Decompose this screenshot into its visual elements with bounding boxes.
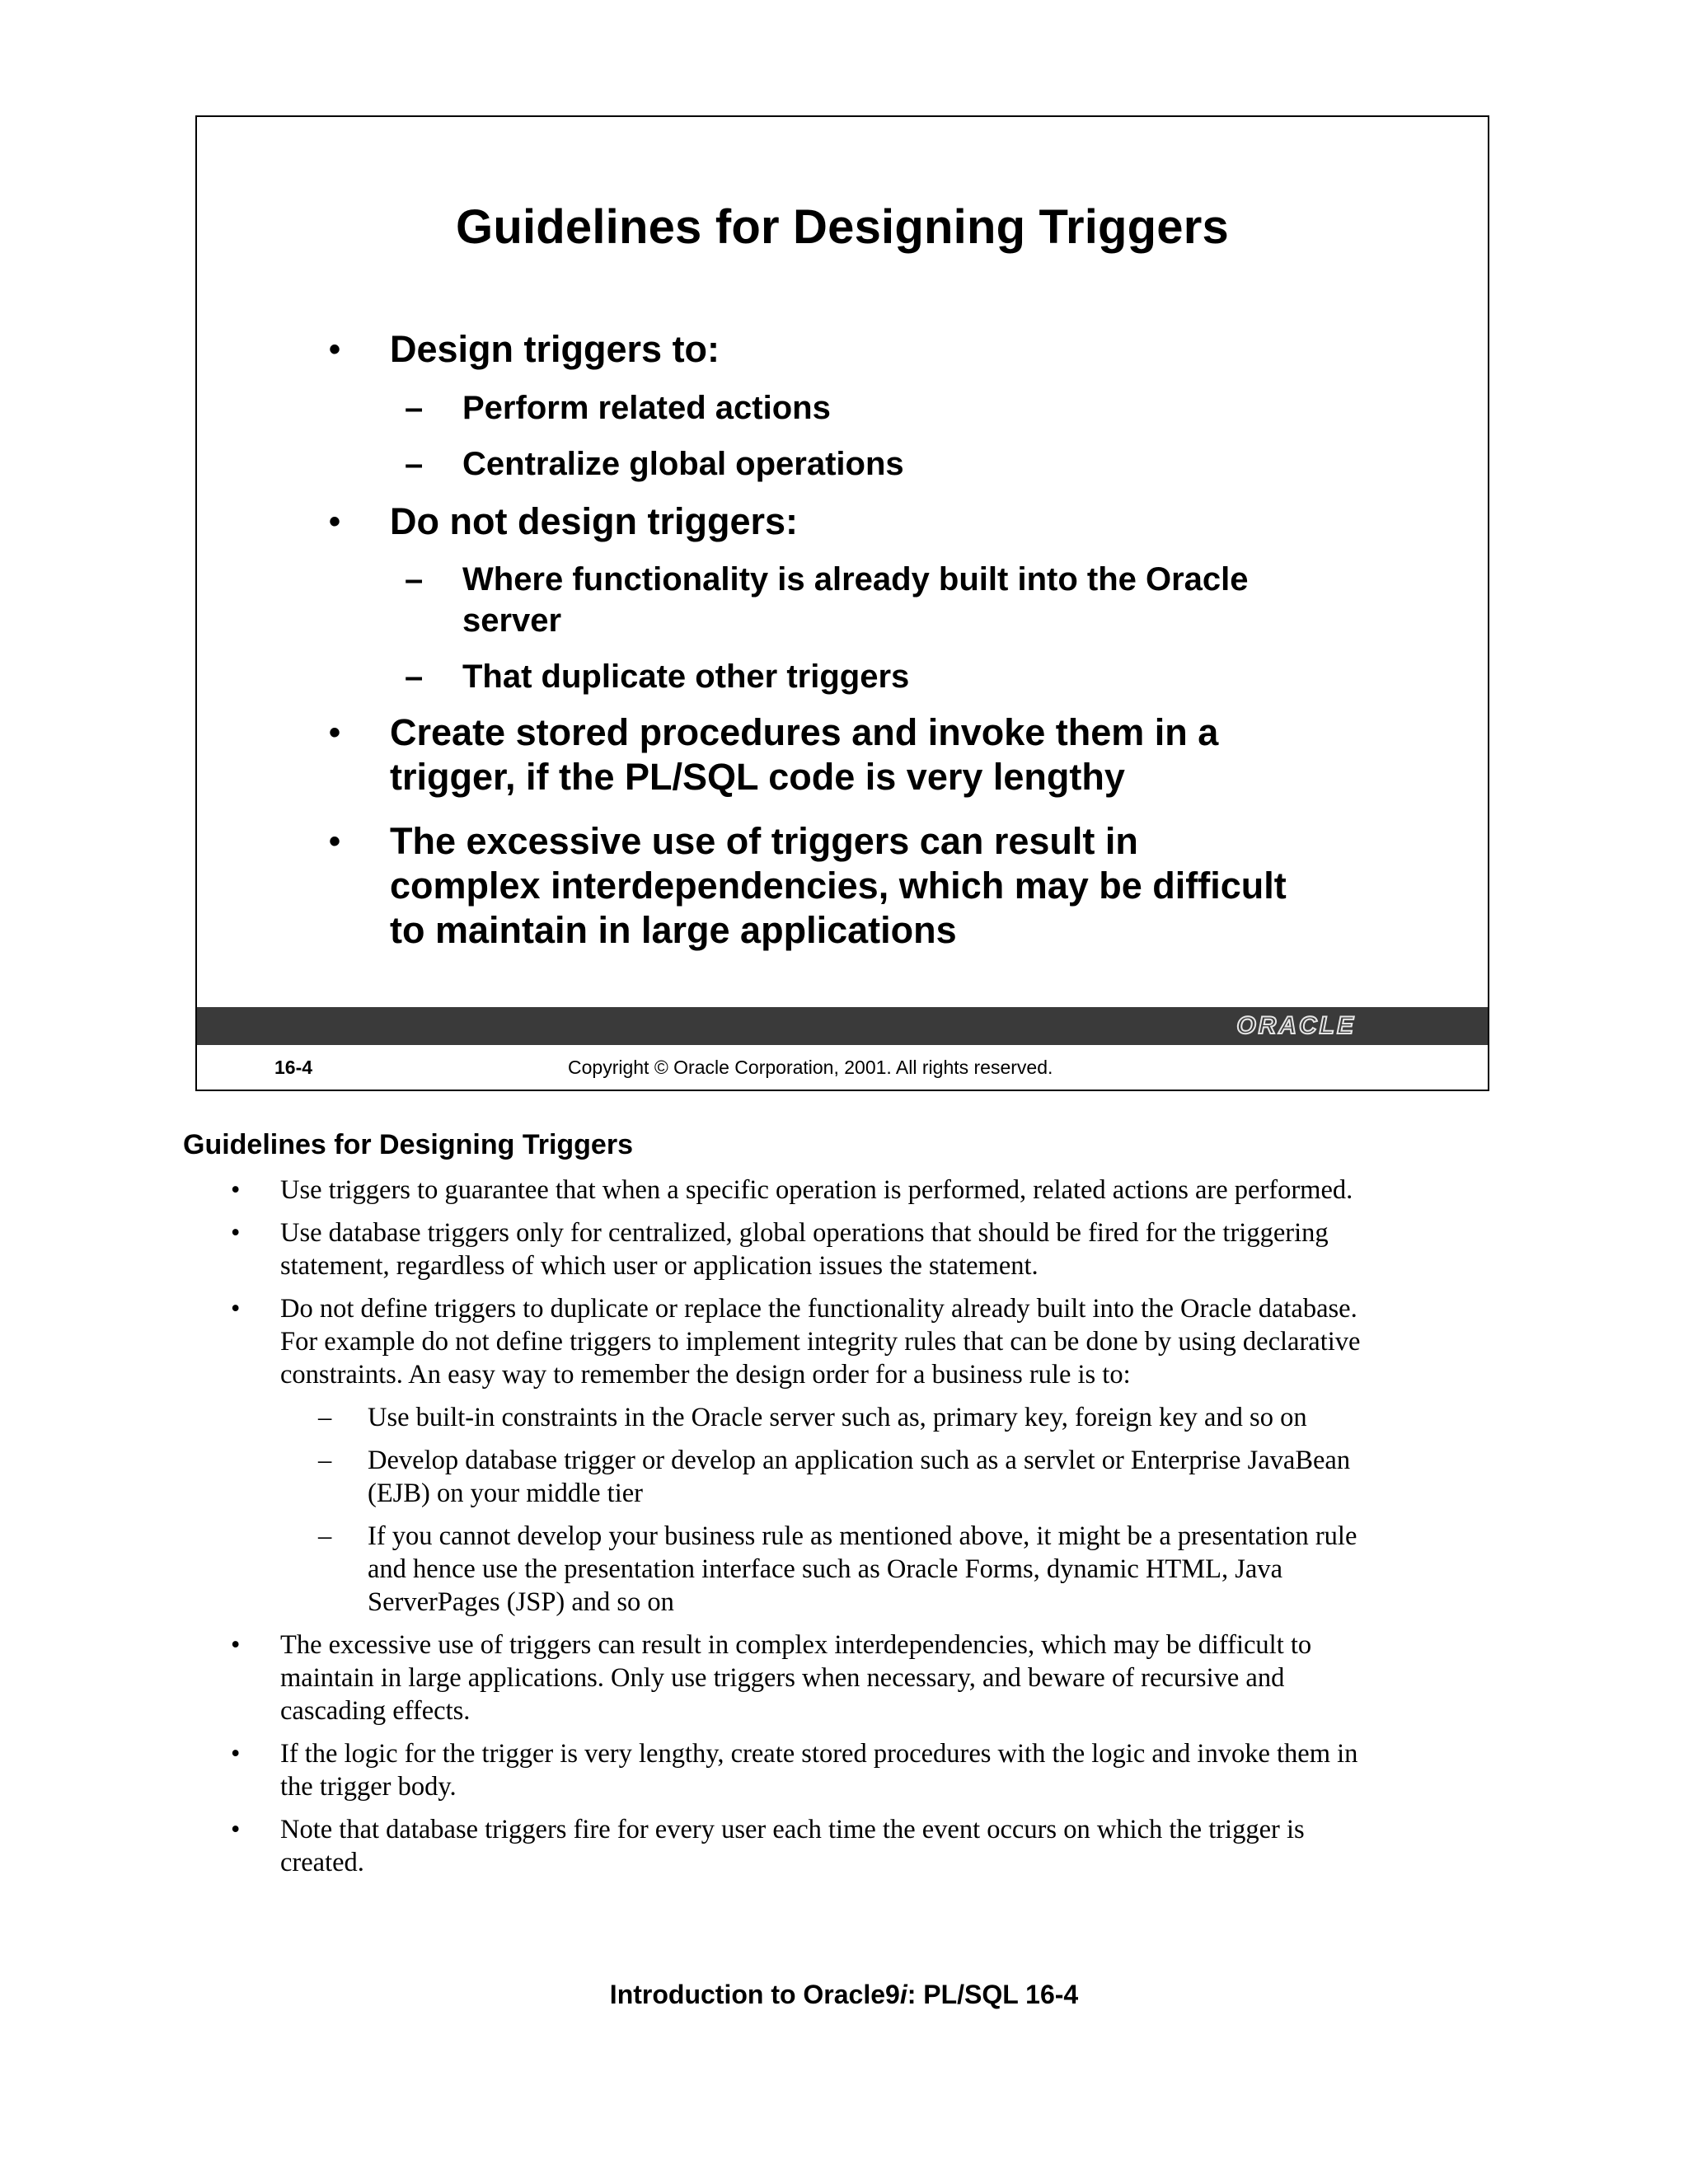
notes-text: Use built-in constraints in the Oracle server such as, primary key, foreign key and so on xyxy=(368,1403,1307,1432)
notes-text: created. xyxy=(280,1848,364,1877)
notes-text: constraints. An easy way to remember the design order for a business rule is to: xyxy=(280,1360,1131,1390)
dash-icon: – xyxy=(318,1403,332,1432)
dash-icon: – xyxy=(405,561,424,598)
dash-icon: – xyxy=(405,446,424,482)
slide-number: 16-4 xyxy=(274,1057,313,1078)
slide-bullet-text: Do not design triggers: xyxy=(390,500,798,542)
notes-text: For example do not define triggers to implement integrity rules that can be done by using declarative xyxy=(280,1327,1361,1357)
slide-sub-text: Perform related actions xyxy=(462,390,831,426)
slide-bullet-text: trigger, if the PL/SQL code is very lengthy xyxy=(390,756,1125,798)
bullet-dot-icon: • xyxy=(329,331,341,368)
notes-text: Develop database trigger or develop an application such as a servlet or Enterprise JavaBean xyxy=(368,1446,1351,1475)
slide-title: Guidelines for Designing Triggers xyxy=(456,200,1229,254)
notes-text: maintain in large applications. Only use triggers when necessary, and beware of recursive and xyxy=(280,1663,1285,1693)
notes-text: (EJB) on your middle tier xyxy=(368,1479,643,1508)
dash-icon: – xyxy=(405,658,424,695)
bullet-dot-icon: • xyxy=(329,504,341,540)
notes-text: Use triggers to guarantee that when a specific operation is performed, related actions are performed. xyxy=(280,1175,1353,1205)
notes-text: statement, regardless of which user or application issues the statement. xyxy=(280,1251,1039,1281)
slide-bullet-text: complex interdependencies, which may be difficult xyxy=(390,865,1287,907)
slide-footer-bar xyxy=(197,1007,1488,1045)
slide-sub-text: server xyxy=(462,602,562,639)
dash-icon: – xyxy=(318,1446,332,1475)
slide-bullet-text: The excessive use of triggers can result in xyxy=(390,820,1138,862)
bullet-dot-icon: • xyxy=(329,823,341,860)
slide-bullet-text: Design triggers to: xyxy=(390,328,720,370)
dash-icon: – xyxy=(318,1521,332,1551)
dash-icon: – xyxy=(405,390,424,426)
bullet-dot-icon: • xyxy=(329,715,341,751)
bullet-dot-icon: • xyxy=(231,1739,241,1769)
bullet-dot-icon: • xyxy=(231,1630,241,1660)
notes-heading: Guidelines for Designing Triggers xyxy=(183,1129,633,1160)
slide-footer xyxy=(197,1045,1488,1091)
footer-suffix: : PL/SQL 16-4 xyxy=(907,1980,1079,2009)
slide-sub-text: Centralize global operations xyxy=(462,446,904,482)
bullet-dot-icon: • xyxy=(231,1815,241,1844)
bullet-dot-icon: • xyxy=(231,1218,241,1248)
notes-text: If you cannot develop your business rule as mentioned above, it might be a presentation rule xyxy=(368,1521,1357,1551)
bullet-dot-icon: • xyxy=(231,1175,241,1205)
notes-text: Note that database triggers fire for every user each time the event occurs on which the trigger is xyxy=(280,1815,1305,1844)
footer-prefix: Introduction to Oracle9 xyxy=(609,1980,900,2009)
notes-text: cascading effects. xyxy=(280,1696,471,1726)
slide-frame xyxy=(195,115,1489,1091)
notes-text: The excessive use of triggers can result in complex interdependencies, which may be difficult to xyxy=(280,1630,1312,1660)
slide-sub-text: Where functionality is already built into the Oracle xyxy=(462,561,1249,598)
notes-text: and hence use the presentation interface such as Oracle Forms, dynamic HTML, Java xyxy=(368,1554,1283,1584)
slide-sub-text: That duplicate other triggers xyxy=(462,658,910,695)
notes-text: Do not define triggers to duplicate or replace the functionality already built into the Oracle database. xyxy=(280,1294,1357,1324)
footer-italic: i xyxy=(899,1980,907,2009)
oracle-logo: ORACLE xyxy=(1236,1012,1356,1039)
page-footer xyxy=(0,1980,1688,2010)
notes-text: the trigger body. xyxy=(280,1772,457,1802)
bullet-dot-icon: • xyxy=(231,1294,241,1324)
notes-text: Use database triggers only for centralized, global operations that should be fired for the triggering xyxy=(280,1218,1329,1248)
slide-bullet-text: Create stored procedures and invoke them in a xyxy=(390,711,1219,753)
copyright-text: Copyright © Oracle Corporation, 2001. All rights reserved. xyxy=(568,1057,1053,1078)
slide-bullet-text: to maintain in large applications xyxy=(390,909,957,951)
notes-text: ServerPages (JSP) and so on xyxy=(368,1587,674,1617)
notes-text: If the logic for the trigger is very lengthy, create stored procedures with the logic and invoke them in xyxy=(280,1739,1358,1769)
